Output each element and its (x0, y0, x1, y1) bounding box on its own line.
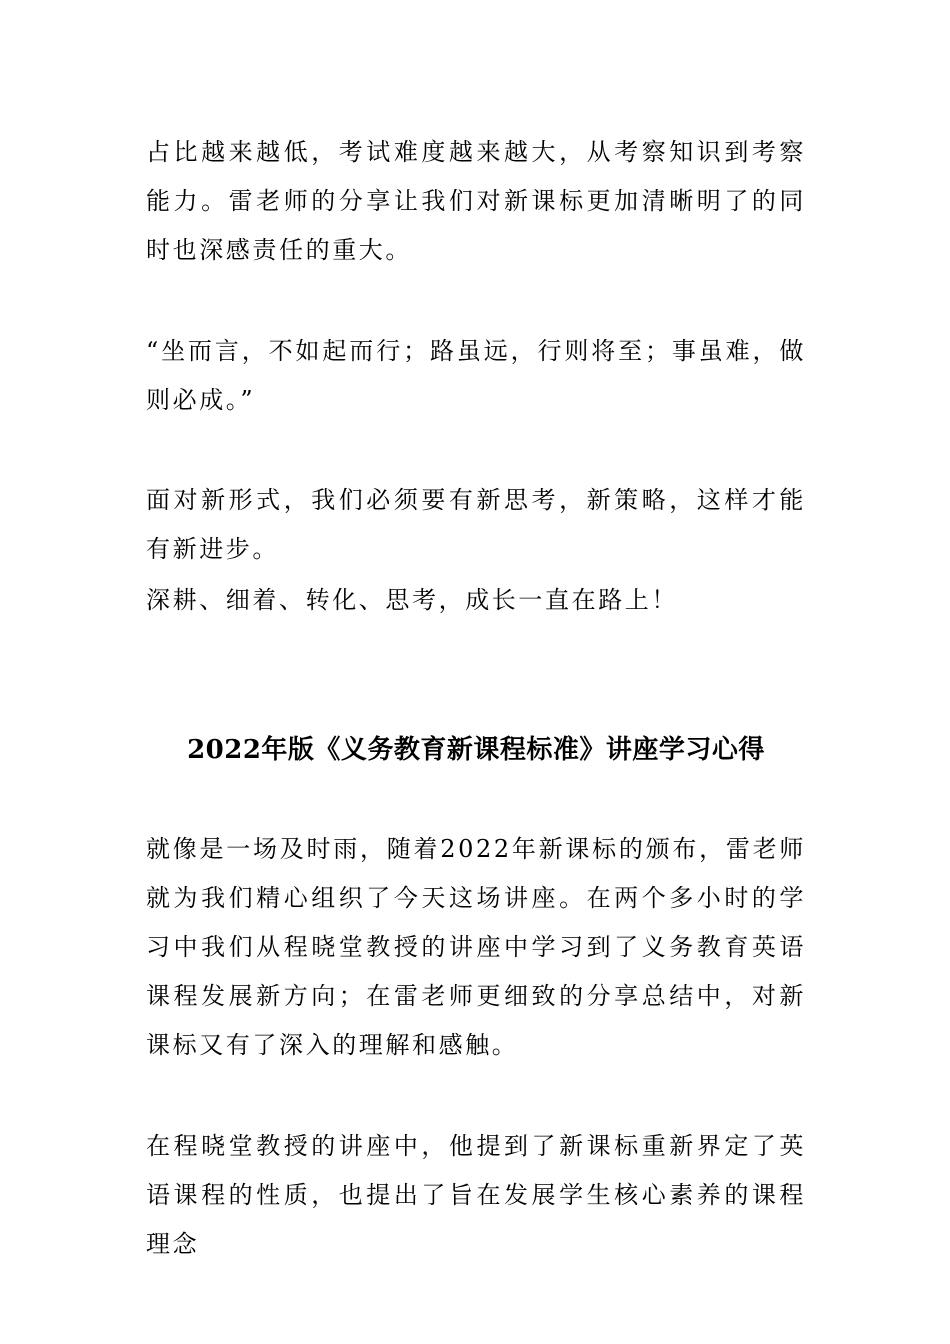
paragraph-1: 占比越来越低，考试难度越来越大，从考察知识到考察能力。雷老师的分享让我们对新课标更加清晰明了的同时也深感责任的重大。 (146, 138, 806, 264)
paragraph-4: 深耕、细着、转化、思考，成长一直在路上！ (146, 586, 678, 614)
paragraph-5: 就像是一场及时雨，随着2022年新课标的颁布，雷老师就为我们精心组织了今天这场讲座。在两个多小时的学习中我们从程晓堂教授的讲座中学习到了义务教育英语课程发展新方向；在雷老师更细致的分享总结中，对新课标又有了深入的理解和感触。 (146, 835, 806, 1059)
paragraph-quote: “坐而言，不如起而行；路虽远，行则将至；事虽难，做则必成。” (146, 337, 806, 414)
section-title: 2022年版《义务教育新课程标准》讲座学习心得 (187, 735, 765, 765)
paragraph-6: 在程晓堂教授的讲座中，他提到了新课标重新界定了英语课程的性质，也提出了旨在发展学生核心素养的课程理念 (146, 1132, 806, 1258)
paragraph-3: 面对新形式，我们必须要有新思考，新策略，这样才能有新进步。 (146, 486, 806, 563)
